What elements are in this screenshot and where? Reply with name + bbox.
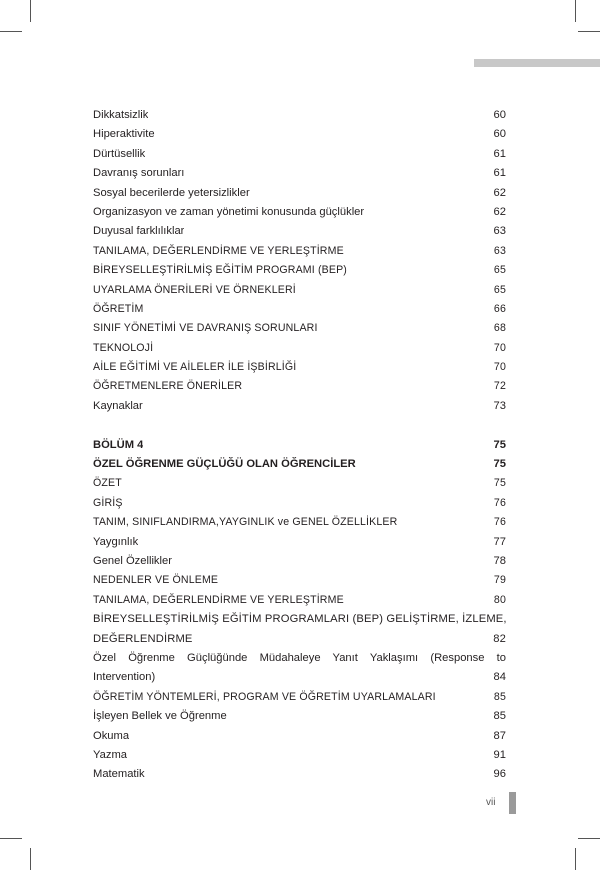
crop-mark-bottom-left xyxy=(30,848,31,870)
crop-mark-left-upper xyxy=(0,31,22,32)
spacer xyxy=(93,416,506,435)
table-of-contents xyxy=(93,106,506,785)
toc-group-2 xyxy=(93,474,506,610)
folio-bar xyxy=(509,792,516,814)
toc-chapter-number[interactable]: BÖLÜM 4 75 xyxy=(93,438,506,451)
page-number: vii xyxy=(486,797,496,808)
toc-entry[interactable]: GİRİŞ 76 xyxy=(93,496,506,509)
toc-entry[interactable]: Dikkatsizlik 60 xyxy=(93,109,506,121)
toc-entry[interactable]: Genel Özellikler 78 xyxy=(93,554,506,567)
crop-mark-right-lower xyxy=(578,838,600,839)
toc-entry[interactable]: SINIF YÖNETİMİ VE DAVRANIŞ SORUNLARI 68 xyxy=(93,322,506,335)
toc-entry[interactable]: ÖĞRETMENLERE ÖNERİLER 72 xyxy=(93,380,506,393)
toc-entry[interactable]: ÖĞRETİM YÖNTEMLERİ, PROGRAM VE ÖĞRETİM UYARLAMALARI 85 xyxy=(93,690,506,703)
crop-mark-top-left xyxy=(30,0,31,22)
toc-entry[interactable]: TANIM, SINIFLANDIRMA,YAYGINLIK ve GENEL ÖZELLİKLER 76 xyxy=(93,516,506,529)
toc-group-1 xyxy=(93,106,506,416)
toc-group-3 xyxy=(93,688,506,785)
toc-entry-multiline[interactable]: Özel Öğrenme Güçlüğünde Müdahaleye Yanıt Yaklaşımı (Response to Intervention) 84 xyxy=(93,651,506,684)
toc-entry[interactable]: Davranış sorunları 61 xyxy=(93,167,506,180)
toc-entry[interactable]: Matematik 96 xyxy=(93,768,506,781)
toc-entry[interactable]: Yazma 91 xyxy=(93,748,506,761)
toc-entry[interactable]: ÖĞRETİM 66 xyxy=(93,302,506,315)
toc-entry[interactable]: Sosyal becerilerde yetersizlikler 62 xyxy=(93,186,506,199)
header-bar xyxy=(474,59,600,67)
crop-mark-bottom-right xyxy=(575,848,576,870)
toc-entry[interactable]: Yaygınlık 77 xyxy=(93,535,506,548)
toc-entry-multiline[interactable]: BİREYSELLEŞTİRİLMİŞ EĞİTİM PROGRAMLARI (BEP) GELİŞTİRME, İZLEME, DEĞERLENDİRME 82 xyxy=(93,613,507,645)
toc-entry[interactable]: TANILAMA, DEĞERLENDİRME VE YERLEŞTİRME 63 xyxy=(93,244,506,257)
toc-entry[interactable]: TEKNOLOJİ 70 xyxy=(93,341,506,354)
toc-entry[interactable]: UYARLAMA ÖNERİLERİ VE ÖRNEKLERİ 65 xyxy=(93,283,506,296)
toc-entry[interactable]: Okuma 87 xyxy=(93,729,506,742)
toc-entry[interactable]: Dürtüsellik 61 xyxy=(93,147,506,160)
crop-mark-right-upper xyxy=(578,31,600,32)
toc-entry[interactable]: Organizasyon ve zaman yönetimi konusunda güçlükler 62 xyxy=(93,205,506,218)
toc-entry[interactable]: TANILAMA, DEĞERLENDİRME VE YERLEŞTİRME 80 xyxy=(93,593,506,606)
toc-entry[interactable]: ÖZET 75 xyxy=(93,477,506,490)
toc-entry[interactable]: NEDENLER VE ÖNLEME 79 xyxy=(93,574,506,587)
crop-mark-top-right xyxy=(575,0,576,22)
toc-entry[interactable]: Duyusal farklılıklar 63 xyxy=(93,225,506,238)
toc-entry[interactable]: Kaynaklar 73 xyxy=(93,399,506,412)
crop-mark-left-lower xyxy=(0,838,22,839)
toc-entry[interactable]: AİLE EĞİTİMİ VE AİLELER İLE İŞBİRLİĞİ 70 xyxy=(93,361,506,374)
toc-entry[interactable]: Hiperaktivite 60 xyxy=(93,128,506,141)
toc-entry[interactable]: BİREYSELLEŞTİRİLMİŞ EĞİTİM PROGRAMI (BEP) 65 xyxy=(93,264,506,277)
toc-entry[interactable]: İşleyen Bellek ve Öğrenme 85 xyxy=(93,710,506,723)
toc-chapter-title[interactable]: ÖZEL ÖĞRENME GÜÇLÜĞÜ OLAN ÖĞRENCİLER 75 xyxy=(93,458,506,471)
